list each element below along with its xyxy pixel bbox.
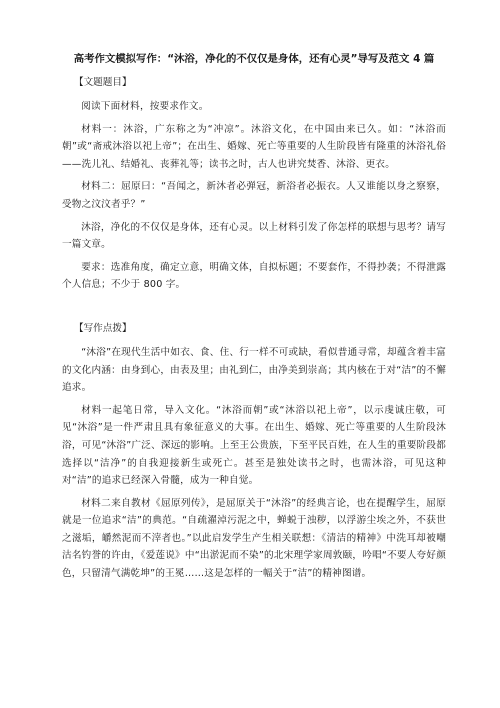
paragraph: 材料一起笔日常，导入文化。“沐浴而朝”或“沐浴以祀上帝”，以示虔诚庄敬，可见“沐浴”是一件严肃且具有象征意义的大事。在出生、婚嫁、死亡等重要的人生阶段沐浴，可见“沐浴”广泛、深远的影响。上至王公贵族，下至平民百姓，在人生的重要阶段都选择以“洁净”的自我迎接新生或死亡。甚至是独处读书之时，也需沐浴，可见这种对“洁”的追求已经深入骨髓，成为一种自觉。 bbox=[62, 404, 446, 487]
paragraph: 沐浴，净化的不仅仅是身体，还有心灵。以上材料引发了你怎样的联想与思考？请写一篇文章。 bbox=[62, 221, 446, 251]
section-spacer bbox=[62, 299, 446, 321]
paragraph: “沐浴”在现代生活中如衣、食、住、行一样不可或缺，看似普通寻常，却蕴含着丰富的文化内涵：由身到心，由表及里；由礼到仁，由净美到崇高；其内核在于对“洁”的不懈追求。 bbox=[62, 346, 446, 394]
paragraph: 阅读下面材料，按要求作文。 bbox=[81, 101, 209, 112]
paragraph: 要求：选准角度，确定立意，明确文体，自拟标题；不要套作，不得抄袭；不得泄露个人信息；不少于 800 字。 bbox=[62, 261, 446, 291]
section-heading-prompt: 【文题题目】 bbox=[74, 77, 132, 88]
paragraph: 材料二：屈原曰：“吾闻之，新沐者必弹冠，新浴者必振衣。人又谁能以身之察察，受物之汶汶者乎？” bbox=[62, 181, 446, 210]
paragraph: 材料一：沐浴，广东称之为“冲凉”。沐浴文化，在中国由来已久。如：“沐浴而朝”或“斋戒沐浴以祀上帝”；在出生、婚嫁、死亡等重要的人生阶段皆有隆重的沐浴礼俗——洗儿礼、结婚礼、丧葬礼等；读书之时，古人也讲究焚香、沐浴、更衣。 bbox=[62, 123, 446, 170]
document-title: 高考作文模拟写作：“沐浴，净化的不仅仅是身体，还有心灵”导写及范文 4 篇 bbox=[73, 53, 435, 65]
document-page bbox=[62, 52, 446, 588]
section-heading-guidance: 【写作点拨】 bbox=[74, 322, 132, 334]
paragraph: 材料二来自教材《屈原列传》，是屈原关于“沐浴”的经典言论，也在提醒学生，屈原就是一位追求“洁”的典范。“自疏濯淖污泥之中，蝉蜕于浊秽，以浮游尘埃之外，不获世之滋垢，皭然泥而不滓者也。”以此启发学生产生相关联想：《清洁的精神》中洗耳却被嘲沽名钓誉的许由，《爱莲说》中“出淤泥而不染”的北宋理学家周敦颐，吟唱“不要人夸好颜色，只留清气满乾坤”的王冕……这是怎样的一幅关于“洁”的精神图谱。 bbox=[62, 497, 446, 580]
